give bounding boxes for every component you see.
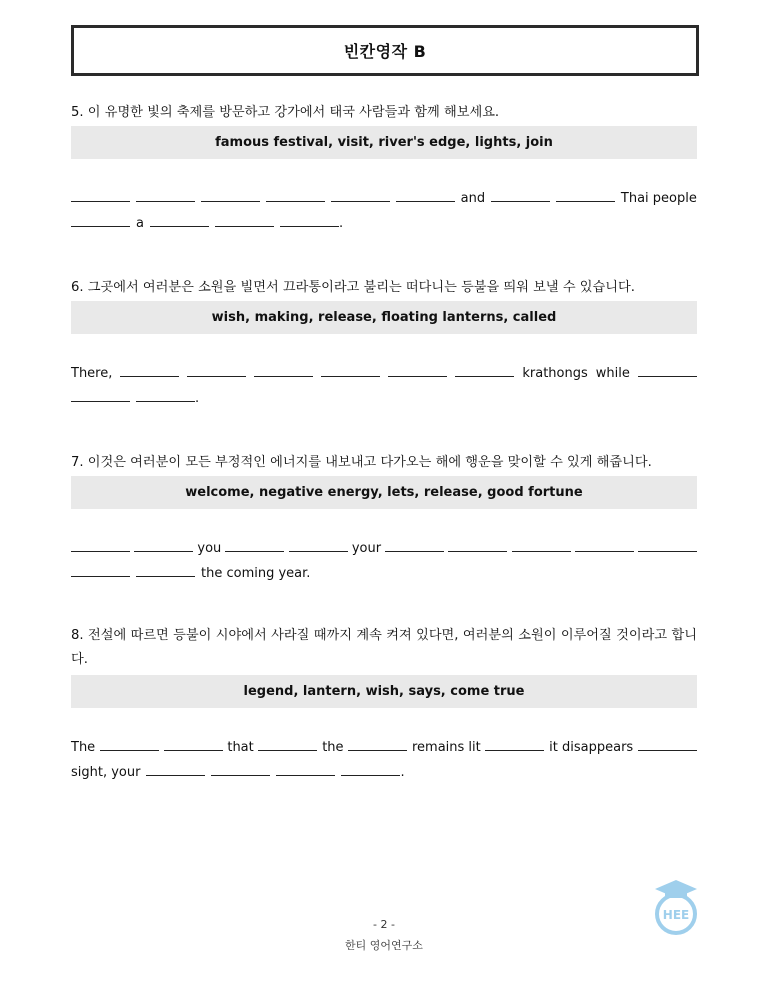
answer-blank[interactable]: [455, 364, 514, 377]
answer-blank[interactable]: [164, 738, 223, 751]
answer-area-5: [71, 186, 697, 236]
answer-blank[interactable]: [150, 214, 209, 227]
hint-text: wish, making, release, floating lanterns, called: [211, 310, 557, 325]
answer-word: a: [136, 216, 144, 231]
answer-blank[interactable]: [254, 364, 313, 377]
title-box: [71, 25, 699, 76]
answer-line: [71, 536, 697, 561]
answer-blank[interactable]: [556, 189, 615, 202]
page-number: - 2 -: [373, 918, 395, 931]
answer-area-7: [71, 536, 697, 586]
answer-word: remains lit: [411, 740, 481, 755]
answer-line: [71, 186, 697, 211]
question-prompt: 5. 이 유명한 빛의 축제를 방문하고 강가에서 태국 사람들과 함께 해보세요.: [71, 105, 500, 120]
answer-word: that: [227, 740, 254, 755]
answer-blank[interactable]: [134, 539, 193, 552]
answer-blank[interactable]: [388, 364, 447, 377]
answer-blank[interactable]: [71, 389, 130, 402]
question-prompt: 8. 전설에 따르면 등불이 시야에서 사라질 때까지 계속 켜져 있다면, 여러분의 소원이 이루어질 것이라고 합니다.: [71, 628, 697, 667]
answer-blank[interactable]: [136, 564, 195, 577]
hint-text: legend, lantern, wish, says, come true: [243, 684, 525, 699]
answer-word: while: [595, 366, 630, 381]
answer-blank[interactable]: [225, 539, 284, 552]
question-8: [71, 624, 697, 672]
answer-word: The: [71, 740, 96, 755]
hint-bar: [71, 126, 697, 159]
answer-blank[interactable]: [258, 738, 317, 751]
answer-blank[interactable]: [331, 189, 390, 202]
answer-blank[interactable]: [120, 364, 179, 377]
answer-blank[interactable]: [71, 564, 130, 577]
answer-word: your: [351, 541, 382, 556]
answer-blank[interactable]: [215, 214, 274, 227]
answer-line: [71, 211, 697, 236]
footer-organization: 한티 영어연구소: [345, 939, 423, 952]
hint-bar: [71, 476, 697, 509]
answer-blank[interactable]: [71, 539, 130, 552]
question-7: [71, 454, 697, 472]
answer-blank[interactable]: [201, 189, 260, 202]
answer-line: [71, 735, 697, 760]
answer-word: krathongs: [522, 366, 588, 381]
logo-text: HEE: [662, 908, 690, 922]
answer-blank[interactable]: [276, 763, 335, 776]
answer-blank[interactable]: [211, 763, 270, 776]
answer-word: it disappears: [549, 740, 634, 755]
answer-blank[interactable]: [396, 189, 455, 202]
answer-word: Thai people: [620, 191, 697, 206]
answer-blank[interactable]: [485, 738, 544, 751]
answer-blank[interactable]: [266, 189, 325, 202]
answer-blank[interactable]: [71, 214, 130, 227]
answer-punct: .: [195, 391, 200, 406]
answer-blank[interactable]: [341, 763, 400, 776]
question-6: [71, 279, 697, 297]
hint-bar: [71, 675, 697, 708]
page-title: 빈칸영작 B: [343, 42, 427, 61]
answer-blank[interactable]: [100, 738, 159, 751]
answer-blank[interactable]: [385, 539, 444, 552]
answer-blank[interactable]: [321, 364, 380, 377]
answer-line: [71, 361, 697, 386]
answer-blank[interactable]: [187, 364, 246, 377]
answer-area-8: [71, 735, 697, 785]
answer-punct: .: [338, 216, 344, 231]
question-prompt: 7. 이것은 여러분이 모든 부정적인 에너지를 내보내고 다가오는 해에 행운을 맞이할 수 있게 해줍니다.: [71, 455, 652, 470]
answer-line: [71, 386, 697, 411]
answer-blank[interactable]: [491, 189, 550, 202]
answer-blank[interactable]: [638, 364, 697, 377]
answer-blank[interactable]: [638, 738, 697, 751]
answer-blank[interactable]: [448, 539, 507, 552]
question-5: [71, 104, 697, 122]
answer-blank[interactable]: [348, 738, 407, 751]
answer-blank[interactable]: [575, 539, 634, 552]
answer-blank[interactable]: [136, 189, 195, 202]
hint-text: famous festival, visit, river's edge, lights, join: [215, 135, 553, 150]
answer-word: and: [460, 191, 486, 206]
answer-punct: .: [400, 765, 405, 780]
answer-line: [71, 561, 697, 586]
answer-blank[interactable]: [512, 539, 571, 552]
answer-word: the: [322, 740, 344, 755]
answer-blank[interactable]: [289, 539, 348, 552]
answer-blank[interactable]: [280, 214, 339, 227]
answer-word: sight, your: [71, 765, 141, 780]
answer-line: [71, 760, 697, 785]
answer-word: you: [197, 541, 222, 556]
answer-blank[interactable]: [71, 189, 130, 202]
answer-blank[interactable]: [136, 389, 195, 402]
hint-bar: [71, 301, 697, 334]
answer-blank[interactable]: [638, 539, 697, 552]
answer-blank[interactable]: [146, 763, 205, 776]
answer-area-6: [71, 361, 697, 411]
hint-text: welcome, negative energy, lets, release, good fortune: [185, 485, 583, 500]
answer-word: the coming year.: [201, 566, 311, 581]
question-prompt: 6. 그곳에서 여러분은 소원을 빌면서 끄라통이라고 불리는 떠다니는 등불을 띄워 보낼 수 있습니다.: [71, 280, 635, 295]
answer-word: There,: [71, 366, 113, 381]
